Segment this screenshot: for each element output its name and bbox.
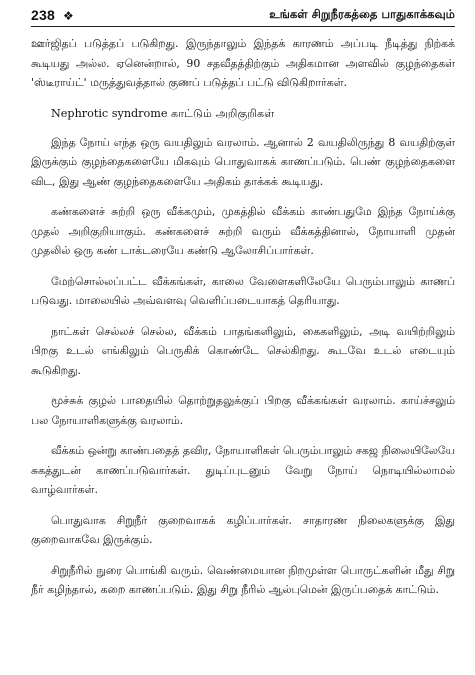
paragraph: சிறுநீரில் நுரை பொங்கி வரும். வெண்மையான நிறமுள்ள பொருட்களின் மீது சிறு நீர் கழிந்தால், கறை காணப்படும். இது சிறு நீரில் ஆல்புமென் இருப்பதைக் காட்டும். [31, 563, 455, 596]
page-header [31, 0, 455, 27]
running-title: உங்கள் சிறுநீரகத்தை பாதுகாக்கவும் [269, 7, 455, 21]
ornament-icon: ❖ [62, 9, 74, 23]
page-number: 238 [31, 7, 55, 23]
paragraph: பொதுவாக சிறுநீர் குறைவாகக் கழிப்பார்கள். சாதாரண நிலைகளுக்கு இது குறைவாகவே இருக்கும். [31, 513, 455, 546]
paragraph: மேற்சொல்லப்பட்ட வீக்கங்கள், காலை வேளைகளிலேயே பெரும்பாலும் காணப் படுவது. மாலையில் அவ்வளவு வெளிப்படையாகத் தெரியாது. [31, 274, 455, 307]
section-heading: Nephrotic syndrome காட்டும் அறிகுறிகள் [51, 106, 275, 120]
page-content [31, 27, 455, 600]
paragraph: வீக்கம் ஒன்று காண்பதைத் தவிர, நோயாளிகள் பெரும்பாலும் சகஜ நிலையிலேயே சுகத்துடன் காணப்படுவார்கள். துடிப்புடனும் வேறு நோய் நொடியில்லாமல் வாழ்வார்கள். [31, 444, 455, 496]
paragraph: கண்களைச் சுற்றி ஒரு வீக்கமும், முகத்தில் வீக்கம் காண்பதுமே இந்த நோய்க்கு முதல் அறிகுறியாகும். கண்களைச் சுற்றி வரும் வீக்கத்தினால், நோயாளி முதன் முதலில் ஒரு கண் டாக்டரையே கண்டு ஆலோசிப்பார்கள். [31, 205, 455, 257]
paragraph: மூச்சுக் குழல் பாதையில் தொற்றுதலுக்குப் பிறகு வீக்கங்கள் வரலாம். காய்ச்சலும் பல நோயாளிகளுக்கு வரலாம். [31, 394, 455, 427]
paragraph: ஊர்ஜிதப் படுத்தப் படுகிறது. இருந்தாலும் இந்தக் காரணம் அப்படி நீடித்து நிற்கக் கூடியது அல்ல. ஏனென்றால், 90 சதவீதத்திற்கும் அதிகமான அளவில் குழந்தைகள் 'ஸ்டீராய்ட்' மருத்துவத்தால் குணப் படுத்தப் பட்டு விடுகிறார்கள். [31, 37, 455, 89]
paragraph: இந்த நோய் எந்த ஒரு வயதிலும் வரலாம். ஆனால் 2 வயதிலிருந்து 8 வயதிற்குள் இருக்கும் குழந்தைகளையே மிகவும் பொதுவாகக் காணப்படும். பெண் குழந்தைகளை விட, இது ஆண் குழந்தைகளையே அதிகம் தாக்கக் கூடியது. [31, 135, 455, 188]
paragraph: நாட்கள் செல்லச் செல்ல, வீக்கம் பாதங்களிலும், கைகளிலும், அடி வயிற்றிலும் பிறகு உடல் எங்கிலும் பெருகிக் கொண்டே செல்கிறது. கூடவே உடல் எடையும் கூடுகிறது. [31, 324, 455, 377]
